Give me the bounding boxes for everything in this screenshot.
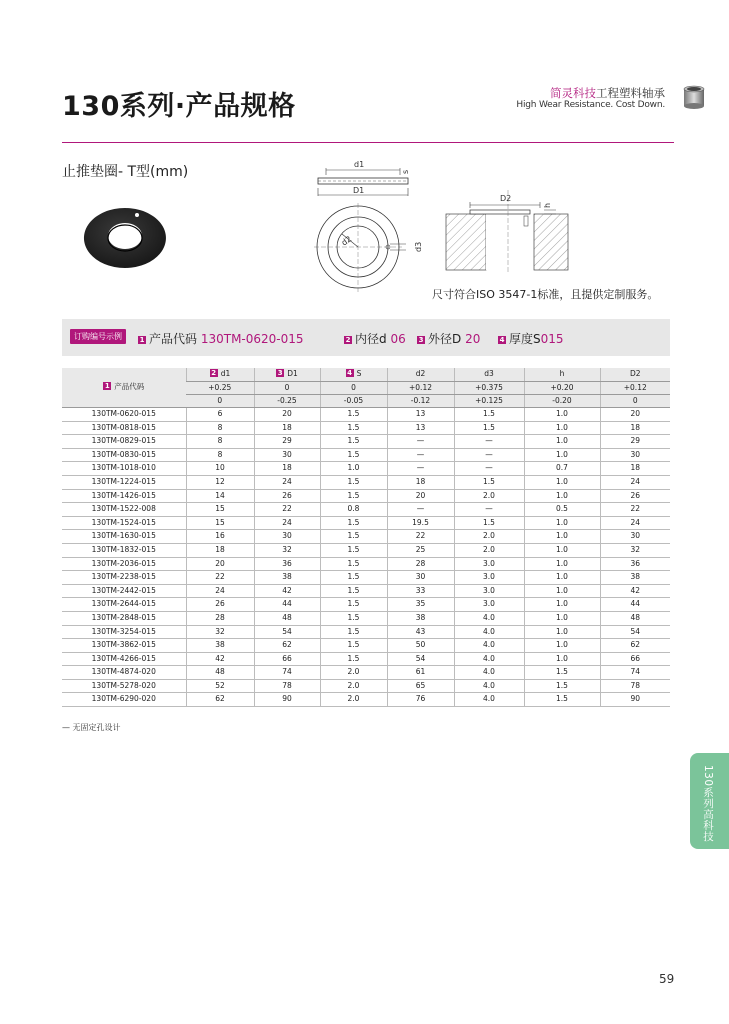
order-item-outer-label: 外径D bbox=[428, 332, 462, 346]
cell-d1: 32 bbox=[186, 625, 254, 639]
cell-code: 130TM-2442-015 bbox=[62, 584, 186, 598]
header-d3: d3 bbox=[454, 368, 524, 382]
cell-s: 1.5 bbox=[320, 489, 387, 503]
header-s bbox=[320, 368, 387, 382]
header-divider bbox=[62, 142, 674, 143]
cell-d3: — bbox=[454, 435, 524, 449]
cell-h: 1.0 bbox=[524, 408, 600, 422]
cell-s: 1.5 bbox=[320, 475, 387, 489]
cell-d1: 20 bbox=[186, 557, 254, 571]
cell-D2: 20 bbox=[600, 408, 670, 422]
order-example-tag: 订购编号示例 bbox=[70, 329, 126, 344]
order-item-outer bbox=[417, 330, 480, 347]
tolerance-upper: +0.12 bbox=[387, 382, 454, 395]
cell-d1: 52 bbox=[186, 679, 254, 693]
tolerance-lower: -0.05 bbox=[320, 395, 387, 408]
cell-s: 2.0 bbox=[320, 666, 387, 680]
cell-code: 130TM-1630-015 bbox=[62, 530, 186, 544]
header-D1-label: D1 bbox=[287, 369, 298, 379]
cell-h: 1.0 bbox=[524, 571, 600, 585]
cell-s: 1.0 bbox=[320, 462, 387, 476]
cell-d1: 14 bbox=[186, 489, 254, 503]
order-item-thickness-value: 015 bbox=[540, 332, 564, 346]
tolerance-lower: -0.25 bbox=[254, 395, 320, 408]
cell-d1: 38 bbox=[186, 639, 254, 653]
cell-s: 0.8 bbox=[320, 503, 387, 517]
cell-h: 1.0 bbox=[524, 611, 600, 625]
cell-code: 130TM-6290-020 bbox=[62, 693, 186, 707]
cell-D1: 22 bbox=[254, 503, 320, 517]
table-row bbox=[62, 584, 670, 598]
cell-s: 1.5 bbox=[320, 516, 387, 530]
header-code bbox=[62, 368, 186, 408]
cell-d2: 61 bbox=[387, 666, 454, 680]
cell-s: 1.5 bbox=[320, 611, 387, 625]
cell-d3: 4.0 bbox=[454, 693, 524, 707]
cell-D2: 32 bbox=[600, 543, 670, 557]
table-row bbox=[62, 598, 670, 612]
cell-D1: 26 bbox=[254, 489, 320, 503]
cell-s: 1.5 bbox=[320, 598, 387, 612]
order-example-box bbox=[62, 319, 670, 356]
side-tab[interactable] bbox=[690, 753, 729, 849]
cell-D1: 48 bbox=[254, 611, 320, 625]
cell-D1: 24 bbox=[254, 475, 320, 489]
cell-d2: 65 bbox=[387, 679, 454, 693]
cell-D1: 44 bbox=[254, 598, 320, 612]
cell-s: 2.0 bbox=[320, 679, 387, 693]
table-row bbox=[62, 530, 670, 544]
cell-h: 1.5 bbox=[524, 679, 600, 693]
badge-4: 4 bbox=[499, 336, 505, 344]
cell-D2: 44 bbox=[600, 598, 670, 612]
cell-d2: 33 bbox=[387, 584, 454, 598]
header-d1-label: d1 bbox=[220, 369, 231, 379]
cell-h: 1.0 bbox=[524, 475, 600, 489]
cell-h: 1.0 bbox=[524, 598, 600, 612]
cell-d1: 24 bbox=[186, 584, 254, 598]
table-row bbox=[62, 421, 670, 435]
cell-s: 1.5 bbox=[320, 584, 387, 598]
cell-d2: — bbox=[387, 435, 454, 449]
cell-d3: 2.0 bbox=[454, 489, 524, 503]
cell-D1: 54 bbox=[254, 625, 320, 639]
cell-d1: 8 bbox=[186, 421, 254, 435]
cell-d2: 50 bbox=[387, 639, 454, 653]
cell-D2: 78 bbox=[600, 679, 670, 693]
cell-h: 1.0 bbox=[524, 421, 600, 435]
cell-h: 1.0 bbox=[524, 543, 600, 557]
order-item-thickness bbox=[498, 330, 564, 347]
cell-D2: 54 bbox=[600, 625, 670, 639]
cell-d2: 18 bbox=[387, 475, 454, 489]
standard-note: 尺寸符合ISO 3547-1标准，且提供定制服务。 bbox=[432, 288, 659, 301]
cell-d1: 12 bbox=[186, 475, 254, 489]
side-tab-label: 130系列高科技 bbox=[702, 765, 714, 842]
cell-d2: 76 bbox=[387, 693, 454, 707]
cell-h: 1.0 bbox=[524, 557, 600, 571]
cell-D2: 24 bbox=[600, 516, 670, 530]
cell-code: 130TM-1522-008 bbox=[62, 503, 186, 517]
washer-drawing bbox=[314, 158, 424, 300]
cell-d3: 1.5 bbox=[454, 516, 524, 530]
order-item-code-value: 130TM-0620-015 bbox=[200, 332, 304, 346]
cell-D1: 38 bbox=[254, 571, 320, 585]
header-code-label: 产品代码 bbox=[114, 382, 145, 392]
table-row bbox=[62, 503, 670, 517]
footnote: — 无固定孔设计 bbox=[62, 723, 121, 732]
table-row bbox=[62, 448, 670, 462]
cell-D1: 18 bbox=[254, 462, 320, 476]
cell-code: 130TM-0818-015 bbox=[62, 421, 186, 435]
washer-photo bbox=[82, 206, 168, 270]
cell-D2: 36 bbox=[600, 557, 670, 571]
cell-D1: 66 bbox=[254, 652, 320, 666]
label-d3: d3 bbox=[414, 241, 423, 252]
table-row bbox=[62, 543, 670, 557]
badge-3: 3 bbox=[277, 369, 283, 378]
header-h: h bbox=[524, 368, 600, 382]
tolerance-lower: -0.12 bbox=[387, 395, 454, 408]
header-D1 bbox=[254, 368, 320, 382]
cell-D1: 32 bbox=[254, 543, 320, 557]
cell-code: 130TM-1426-015 bbox=[62, 489, 186, 503]
cell-code: 130TM-2238-015 bbox=[62, 571, 186, 585]
section-title: 止推垫圈- T型(mm) bbox=[62, 164, 189, 180]
tolerance-upper: +0.25 bbox=[186, 382, 254, 395]
cell-d3: 4.0 bbox=[454, 666, 524, 680]
tolerance-upper: +0.12 bbox=[600, 382, 670, 395]
cell-d1: 6 bbox=[186, 408, 254, 422]
bearing-icon bbox=[681, 84, 707, 110]
cell-s: 1.5 bbox=[320, 435, 387, 449]
cell-D1: 74 bbox=[254, 666, 320, 680]
cell-d3: 3.0 bbox=[454, 598, 524, 612]
cell-code: 130TM-0829-015 bbox=[62, 435, 186, 449]
order-item-code-label: 产品代码 bbox=[149, 332, 198, 346]
cell-D2: 24 bbox=[600, 475, 670, 489]
label-D1: D1 bbox=[353, 186, 365, 195]
cell-d1: 8 bbox=[186, 448, 254, 462]
cell-code: 130TM-0620-015 bbox=[62, 408, 186, 422]
cell-h: 1.0 bbox=[524, 489, 600, 503]
install-drawing bbox=[440, 190, 570, 272]
cell-h: 1.0 bbox=[524, 652, 600, 666]
order-item-thickness-label: 厚度S bbox=[509, 332, 541, 346]
tolerance-lower: 0 bbox=[186, 395, 254, 408]
cell-D2: 42 bbox=[600, 584, 670, 598]
badge-1: 1 bbox=[139, 336, 145, 344]
table-row bbox=[62, 652, 670, 666]
label-D2: D2 bbox=[500, 194, 512, 203]
cell-d3: 4.0 bbox=[454, 611, 524, 625]
label-d2: d2 bbox=[339, 234, 354, 248]
cell-d3: — bbox=[454, 503, 524, 517]
cell-s: 1.5 bbox=[320, 421, 387, 435]
cell-s: 1.5 bbox=[320, 543, 387, 557]
cell-s: 1.5 bbox=[320, 408, 387, 422]
cell-D1: 18 bbox=[254, 421, 320, 435]
order-item-inner-value: 06 bbox=[390, 332, 406, 346]
cell-d1: 26 bbox=[186, 598, 254, 612]
label-d1: d1 bbox=[354, 160, 365, 169]
cell-d3: 4.0 bbox=[454, 625, 524, 639]
table-row bbox=[62, 571, 670, 585]
cell-d3: 1.5 bbox=[454, 408, 524, 422]
badge-2: 2 bbox=[211, 369, 217, 378]
cell-d3: 4.0 bbox=[454, 679, 524, 693]
cell-D2: 74 bbox=[600, 666, 670, 680]
cell-code: 130TM-4266-015 bbox=[62, 652, 186, 666]
cell-d3: 1.5 bbox=[454, 421, 524, 435]
label-s: s bbox=[401, 169, 410, 174]
cell-d2: 30 bbox=[387, 571, 454, 585]
cell-d1: 15 bbox=[186, 503, 254, 517]
badge-1: 1 bbox=[104, 382, 110, 391]
cell-D2: 26 bbox=[600, 489, 670, 503]
cell-code: 130TM-4874-020 bbox=[62, 666, 186, 680]
order-item-inner bbox=[344, 330, 406, 347]
cell-code: 130TM-1224-015 bbox=[62, 475, 186, 489]
cell-D1: 30 bbox=[254, 530, 320, 544]
table-row bbox=[62, 557, 670, 571]
brand-block bbox=[516, 87, 665, 111]
cell-D1: 62 bbox=[254, 639, 320, 653]
cell-s: 1.5 bbox=[320, 448, 387, 462]
order-item-code bbox=[138, 330, 304, 347]
cell-d3: 1.5 bbox=[454, 475, 524, 489]
cell-D1: 90 bbox=[254, 693, 320, 707]
cell-D2: 48 bbox=[600, 611, 670, 625]
cell-code: 130TM-0830-015 bbox=[62, 448, 186, 462]
label-h: h bbox=[543, 202, 552, 208]
cell-d3: 3.0 bbox=[454, 571, 524, 585]
cell-D1: 30 bbox=[254, 448, 320, 462]
table-row bbox=[62, 666, 670, 680]
cell-D2: 22 bbox=[600, 503, 670, 517]
table-row bbox=[62, 679, 670, 693]
badge-3: 3 bbox=[418, 336, 424, 344]
cell-code: 130TM-3862-015 bbox=[62, 639, 186, 653]
cell-D1: 29 bbox=[254, 435, 320, 449]
cell-s: 1.5 bbox=[320, 571, 387, 585]
cell-code: 130TM-1832-015 bbox=[62, 543, 186, 557]
cell-d2: 20 bbox=[387, 489, 454, 503]
cell-h: 1.5 bbox=[524, 693, 600, 707]
order-item-inner-label: 内径d bbox=[355, 332, 387, 346]
brand-english: High Wear Resistance. Cost Down. bbox=[516, 100, 665, 111]
tolerance-lower: -0.20 bbox=[524, 395, 600, 408]
cell-s: 1.5 bbox=[320, 530, 387, 544]
cell-D2: 66 bbox=[600, 652, 670, 666]
header-s-label: S bbox=[356, 369, 362, 379]
badge-4: 4 bbox=[347, 369, 353, 378]
cell-d1: 22 bbox=[186, 571, 254, 585]
cell-d3: 3.0 bbox=[454, 584, 524, 598]
cell-code: 130TM-3254-015 bbox=[62, 625, 186, 639]
cell-code: 130TM-2036-015 bbox=[62, 557, 186, 571]
cell-d1: 62 bbox=[186, 693, 254, 707]
cell-D2: 38 bbox=[600, 571, 670, 585]
cell-D1: 24 bbox=[254, 516, 320, 530]
cell-d1: 8 bbox=[186, 435, 254, 449]
cell-s: 2.0 bbox=[320, 693, 387, 707]
table-row bbox=[62, 435, 670, 449]
cell-D2: 30 bbox=[600, 448, 670, 462]
cell-h: 0.5 bbox=[524, 503, 600, 517]
tolerance-upper: 0 bbox=[320, 382, 387, 395]
cell-D2: 90 bbox=[600, 693, 670, 707]
tolerance-lower: +0.125 bbox=[454, 395, 524, 408]
header-d2: d2 bbox=[387, 368, 454, 382]
header-d1 bbox=[186, 368, 254, 382]
table-row bbox=[62, 516, 670, 530]
cell-d2: 54 bbox=[387, 652, 454, 666]
tolerance-upper: +0.375 bbox=[454, 382, 524, 395]
table-row bbox=[62, 639, 670, 653]
cell-d1: 15 bbox=[186, 516, 254, 530]
tolerance-lower: 0 bbox=[600, 395, 670, 408]
cell-h: 0.7 bbox=[524, 462, 600, 476]
table-row bbox=[62, 408, 670, 422]
cell-s: 1.5 bbox=[320, 625, 387, 639]
brand-name: 简灵科技 bbox=[550, 86, 596, 100]
badge-2: 2 bbox=[345, 336, 351, 344]
cell-h: 1.0 bbox=[524, 530, 600, 544]
cell-d2: — bbox=[387, 503, 454, 517]
cell-D2: 30 bbox=[600, 530, 670, 544]
cell-D1: 42 bbox=[254, 584, 320, 598]
cell-d1: 42 bbox=[186, 652, 254, 666]
cell-h: 1.0 bbox=[524, 639, 600, 653]
cell-h: 1.0 bbox=[524, 625, 600, 639]
cell-code: 130TM-1524-015 bbox=[62, 516, 186, 530]
cell-s: 1.5 bbox=[320, 652, 387, 666]
cell-d2: 13 bbox=[387, 408, 454, 422]
cell-code: 130TM-2644-015 bbox=[62, 598, 186, 612]
cell-d1: 10 bbox=[186, 462, 254, 476]
cell-d2: 43 bbox=[387, 625, 454, 639]
cell-d1: 16 bbox=[186, 530, 254, 544]
spec-table-body bbox=[62, 408, 670, 707]
cell-D1: 20 bbox=[254, 408, 320, 422]
page-number: 59 bbox=[659, 972, 675, 986]
table-row bbox=[62, 693, 670, 707]
table-row bbox=[62, 625, 670, 639]
cell-d2: 35 bbox=[387, 598, 454, 612]
cell-D2: 18 bbox=[600, 421, 670, 435]
cell-d1: 18 bbox=[186, 543, 254, 557]
order-item-outer-value: 20 bbox=[465, 332, 481, 346]
cell-code: 130TM-2848-015 bbox=[62, 611, 186, 625]
cell-d2: 38 bbox=[387, 611, 454, 625]
cell-D1: 78 bbox=[254, 679, 320, 693]
cell-h: 1.5 bbox=[524, 666, 600, 680]
cell-h: 1.0 bbox=[524, 435, 600, 449]
brand-tagline-rest: 工程塑料轴承 bbox=[596, 86, 665, 100]
cell-d3: — bbox=[454, 448, 524, 462]
cell-d2: 25 bbox=[387, 543, 454, 557]
cell-D2: 18 bbox=[600, 462, 670, 476]
cell-d2: 13 bbox=[387, 421, 454, 435]
cell-d2: — bbox=[387, 448, 454, 462]
cell-d2: 28 bbox=[387, 557, 454, 571]
table-row bbox=[62, 475, 670, 489]
cell-d3: 2.0 bbox=[454, 543, 524, 557]
tolerance-upper: 0 bbox=[254, 382, 320, 395]
cell-D2: 62 bbox=[600, 639, 670, 653]
cell-d3: 3.0 bbox=[454, 557, 524, 571]
cell-h: 1.0 bbox=[524, 516, 600, 530]
cell-s: 1.5 bbox=[320, 557, 387, 571]
tolerance-upper: +0.20 bbox=[524, 382, 600, 395]
cell-h: 1.0 bbox=[524, 448, 600, 462]
cell-d2: 22 bbox=[387, 530, 454, 544]
cell-d1: 48 bbox=[186, 666, 254, 680]
cell-D2: 29 bbox=[600, 435, 670, 449]
cell-d3: 4.0 bbox=[454, 639, 524, 653]
cell-d1: 28 bbox=[186, 611, 254, 625]
table-row bbox=[62, 462, 670, 476]
cell-d2: — bbox=[387, 462, 454, 476]
cell-code: 130TM-1018-010 bbox=[62, 462, 186, 476]
cell-d3: 2.0 bbox=[454, 530, 524, 544]
cell-D1: 36 bbox=[254, 557, 320, 571]
cell-h: 1.0 bbox=[524, 584, 600, 598]
cell-d3: — bbox=[454, 462, 524, 476]
cell-d2: 19.5 bbox=[387, 516, 454, 530]
cell-s: 1.5 bbox=[320, 639, 387, 653]
table-row bbox=[62, 489, 670, 503]
brand-tagline bbox=[516, 87, 665, 100]
table-row bbox=[62, 611, 670, 625]
header-D2: D2 bbox=[600, 368, 670, 382]
page-title: 130系列·产品规格 bbox=[62, 91, 296, 122]
cell-code: 130TM-5278-020 bbox=[62, 679, 186, 693]
spec-table bbox=[62, 368, 670, 707]
cell-d3: 4.0 bbox=[454, 652, 524, 666]
